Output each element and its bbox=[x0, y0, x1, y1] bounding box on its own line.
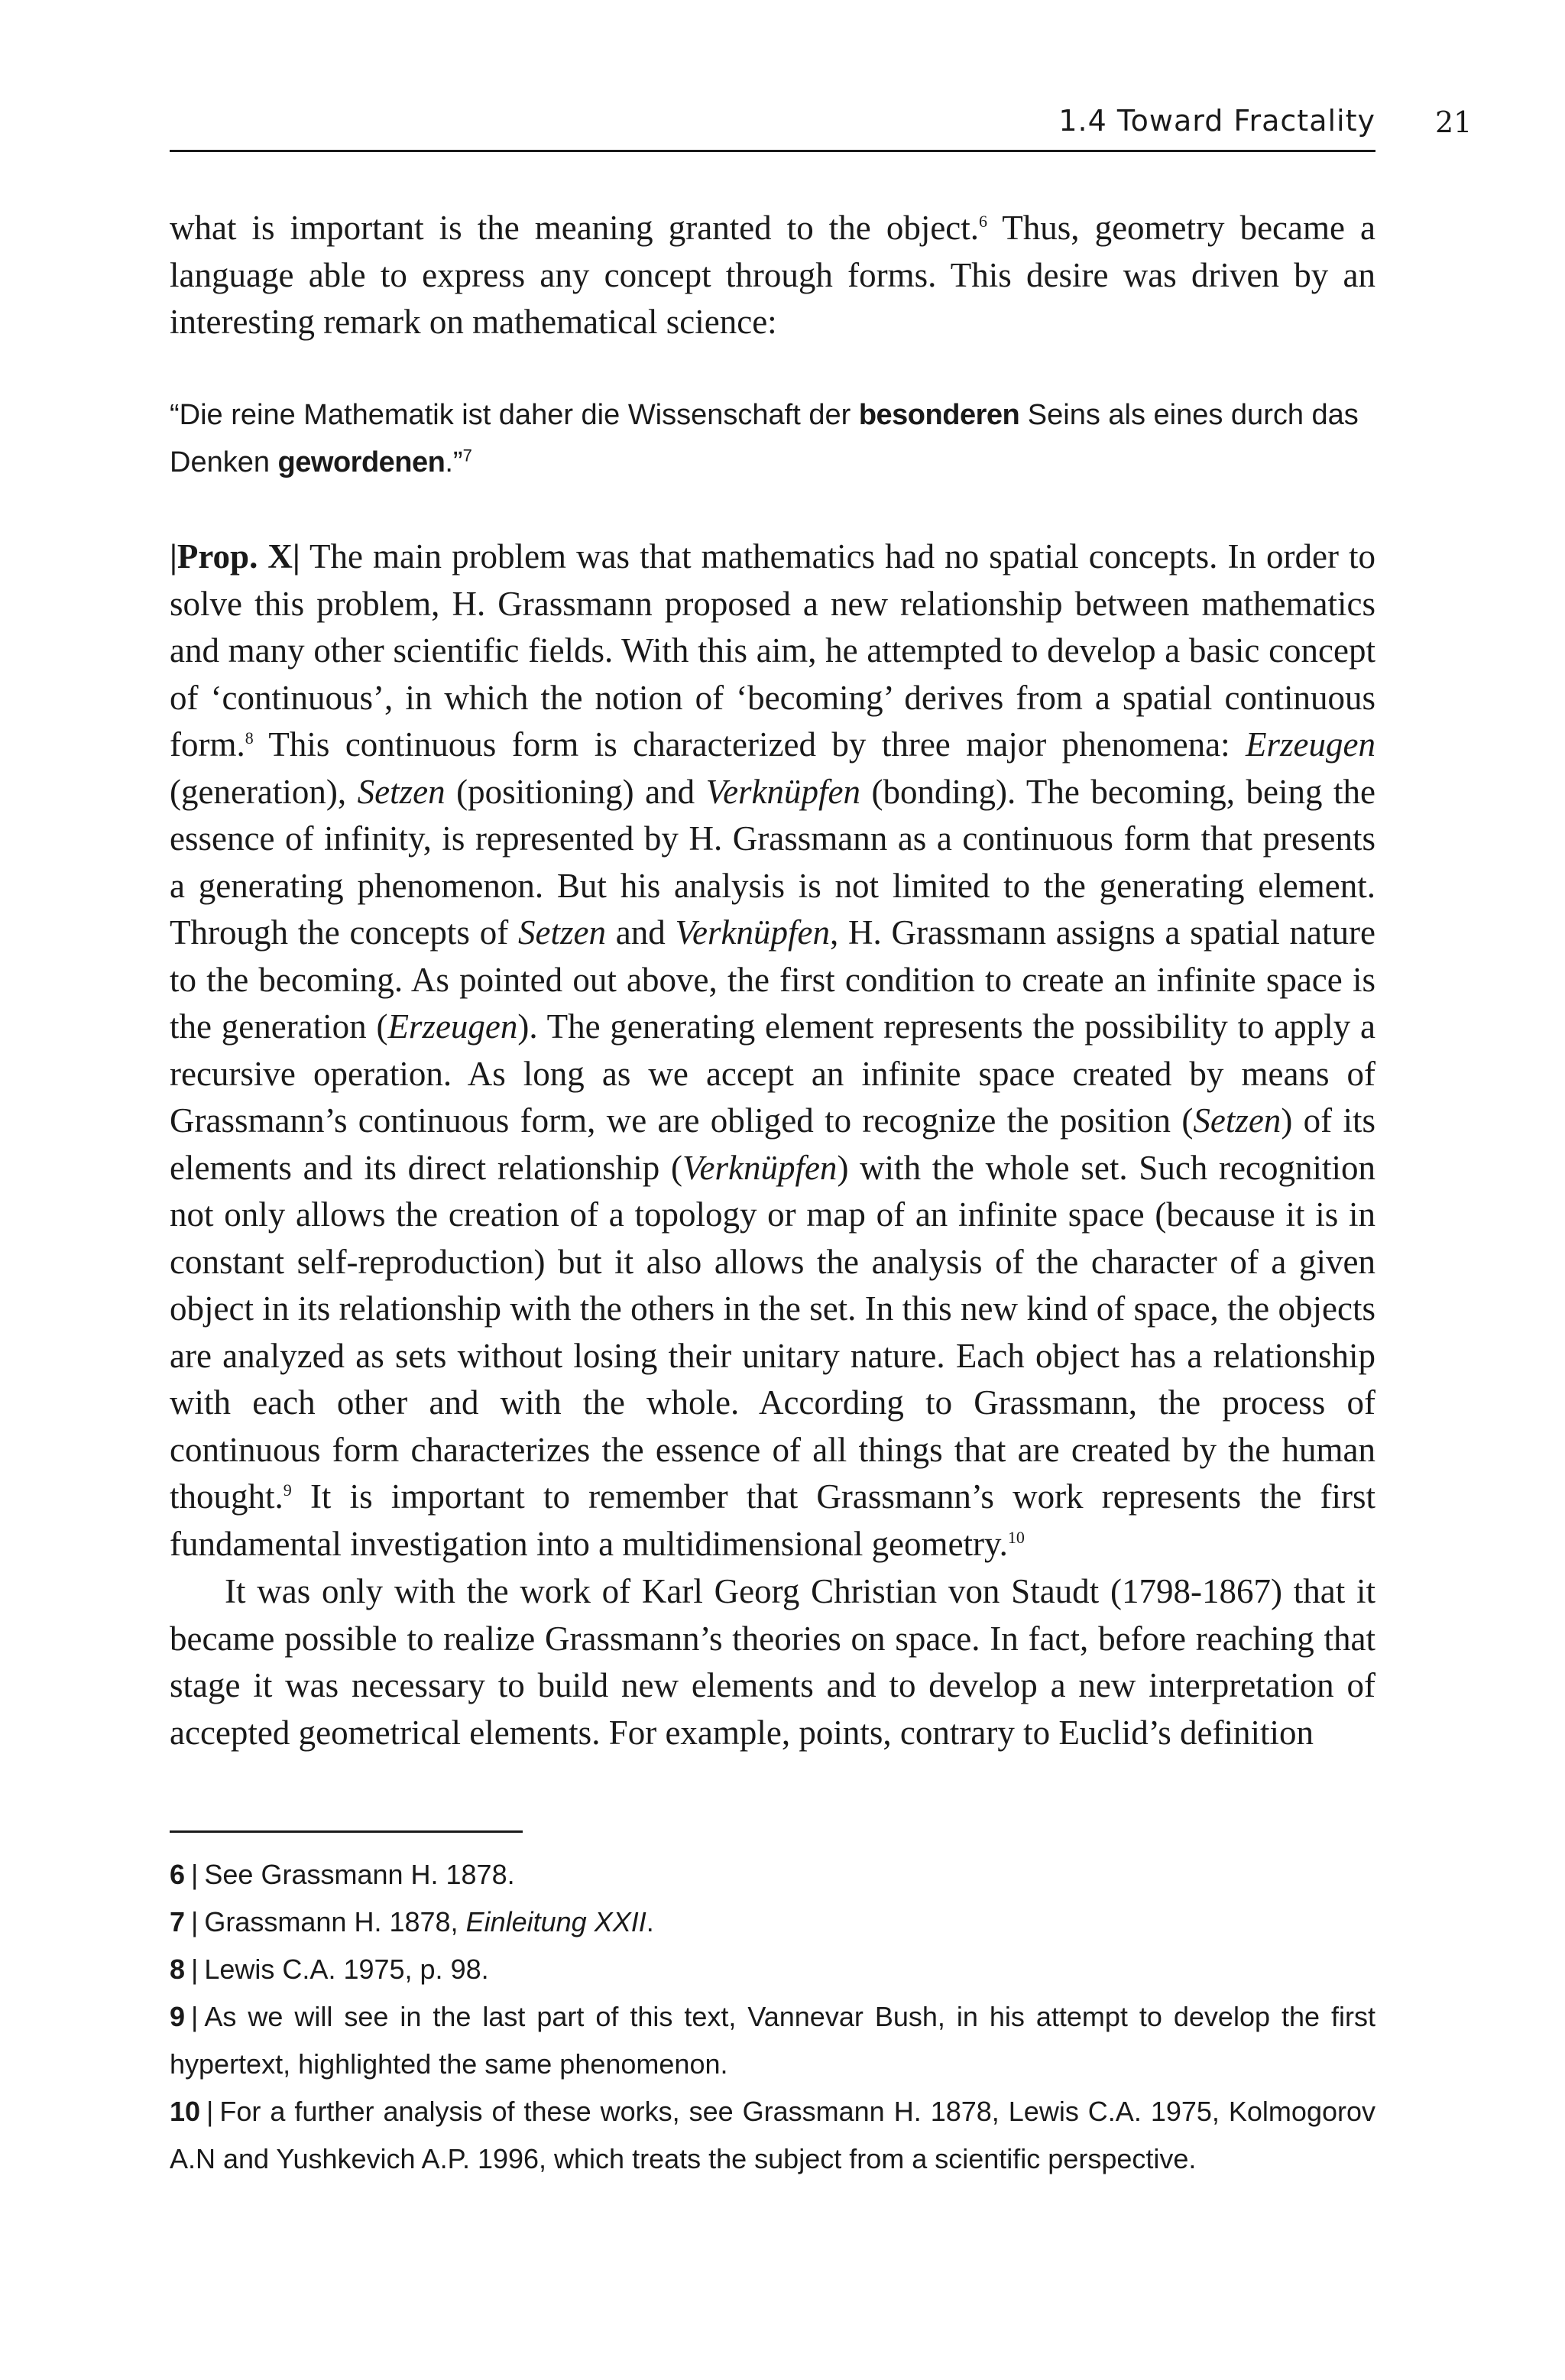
footnote-text: See Grassmann H. 1878. bbox=[204, 1859, 515, 1890]
text-run: This continuous form is characterized by three major phenomena: bbox=[253, 725, 1246, 764]
text-run: what is important is the meaning granted to the object. bbox=[170, 209, 980, 247]
term-verknuepfen: Verknüpfen bbox=[675, 913, 830, 952]
text-run: It is important to remember that Grassmann’s work represents the first fundamental investigation into a multidimensional geometry. bbox=[170, 1477, 1375, 1563]
footnote-text: As we will see in the last part of this text, Vannevar Bush, in his attempt to develop the first hypertext, highlighted the same phenomenon. bbox=[170, 2001, 1375, 2080]
page-number: 21 bbox=[1435, 105, 1473, 139]
section-title: 1.4 Toward Fractality bbox=[1058, 104, 1375, 138]
footnote-10 bbox=[170, 2088, 1375, 2183]
text-run: and bbox=[605, 913, 676, 952]
text-run: , H. Grassmann assigns a spatial nature to the becoming. As pointed out above, the first condition to create an infinite space is the generation ( bbox=[170, 913, 1375, 1046]
footnote-number: 8 bbox=[170, 1954, 186, 1985]
quote-bold-term: gewordenen bbox=[277, 446, 446, 478]
term-setzen: Setzen bbox=[518, 913, 606, 952]
running-header bbox=[170, 101, 1375, 152]
quote-text: Seins als eines durch das Denken bbox=[170, 399, 1359, 478]
footnote-8 bbox=[170, 1946, 1375, 1993]
footnote-text: For a further analysis of these works, see Grassmann H. 1878, Lewis C.A. 1975, Kolmogorov A.N and Yushkevich A.P. 1996, which treats the subject from a scientific perspective. bbox=[170, 2096, 1375, 2174]
text-run: ) with the whole set. Such recognition not only allows the creation of a topology or map of an infinite space (because it is in constant self-reproduction) but it also allows the analysis of the character of a given object in its relationship with the others in the set. In this new kind of space, the objects are analyzed as sets without losing their unitary nature. Each object has a relationship with each other and with the whole. According to Grassmann, the process of continuous form characterizes the essence of all things that are created by the human thought. bbox=[170, 1148, 1375, 1516]
text-run: (generation), bbox=[170, 772, 358, 811]
footnote-ref-10[interactable]: 10 bbox=[1007, 1527, 1025, 1547]
footnote-italic: Einleitung XXII bbox=[465, 1906, 646, 1937]
quote-text: “Die reine Mathematik ist daher die Wissenschaft der bbox=[170, 399, 859, 431]
footnote-number: 10 bbox=[170, 2096, 201, 2127]
term-verknuepfen: Verknüpfen bbox=[705, 772, 860, 811]
term-verknuepfen: Verknüpfen bbox=[682, 1148, 838, 1187]
footnote-separator: | bbox=[206, 2096, 214, 2127]
paragraph-1 bbox=[170, 205, 1375, 346]
text-run: (positioning) and bbox=[445, 772, 706, 811]
footnote-text: Lewis C.A. 1975, p. 98. bbox=[204, 1954, 489, 1985]
paragraph-3 bbox=[170, 1568, 1375, 1756]
term-erzeugen: Erzeugen bbox=[1246, 725, 1375, 764]
footnote-9 bbox=[170, 1993, 1375, 2088]
footnote-ref-7[interactable]: 7 bbox=[462, 446, 472, 465]
proposition-label: |Prop. X| bbox=[170, 537, 300, 576]
footnote-ref-6[interactable]: 6 bbox=[979, 212, 988, 231]
term-erzeugen: Erzeugen bbox=[387, 1007, 518, 1046]
text-run: Thus, geometry became a language able to express any concept through forms. This desire was driven by an interesting remark on mathematical science: bbox=[170, 209, 1375, 341]
footnote-ref-9[interactable]: 9 bbox=[283, 1480, 292, 1500]
footnote-text: Grassmann H. 1878, bbox=[204, 1906, 466, 1937]
text-run: ). The generating element represents the possibility to apply a recursive operation. As long as we accept an infinite space created by means of Grassmann’s continuous form, we are obliged to recognize the position ( bbox=[170, 1007, 1375, 1140]
footnote-separator: | bbox=[191, 1859, 199, 1890]
footnote-text: . bbox=[646, 1906, 654, 1937]
paragraph-2 bbox=[170, 533, 1375, 1568]
footnote-number: 7 bbox=[170, 1906, 186, 1937]
footnote-number: 9 bbox=[170, 2001, 186, 2032]
text-run: It was only with the work of Karl Georg Christian von Staudt (1798-1867) that it became possible to realize Grassmann’s theories on space. In fact, before reaching that stage it was necessary to build new elements and to develop a new interpretation of accepted geometrical elements. For example, points, contrary to Euclid’s definition bbox=[170, 1572, 1375, 1752]
footnotes bbox=[170, 1851, 1375, 2183]
footnote-separator: | bbox=[191, 2001, 199, 2032]
footnote-number: 6 bbox=[170, 1859, 186, 1890]
quote-text: .” bbox=[445, 446, 463, 478]
term-setzen: Setzen bbox=[357, 772, 446, 811]
footnote-separator: | bbox=[191, 1906, 199, 1937]
footnote-divider bbox=[170, 1830, 523, 1833]
german-quote bbox=[170, 391, 1375, 486]
term-setzen: Setzen bbox=[1193, 1101, 1281, 1140]
footnote-7 bbox=[170, 1898, 1375, 1946]
quote-bold-term: besonderen bbox=[858, 399, 1020, 431]
footnote-ref-8[interactable]: 8 bbox=[245, 728, 254, 747]
text-run: (bonding). The becoming, being the essence of infinity, is represented by H. Grassmann as a continuous form that presents a generating phenomenon. But his analysis is not limited to the generating element. Through the concepts of bbox=[170, 772, 1375, 952]
text-run: The main problem was that mathematics had no spatial concepts. In order to solve this problem, H. Grassmann proposed a new relationship between mathematics and many other scientific fields. With this aim, he attempted to develop a basic concept of ‘continuous’, in which the notion of ‘becoming’ derives from a spatial continuous form. bbox=[170, 537, 1375, 764]
footnote-separator: | bbox=[191, 1954, 199, 1985]
footnote-6 bbox=[170, 1851, 1375, 1898]
text-run: ) of its elements and its direct relationship ( bbox=[170, 1101, 1375, 1187]
